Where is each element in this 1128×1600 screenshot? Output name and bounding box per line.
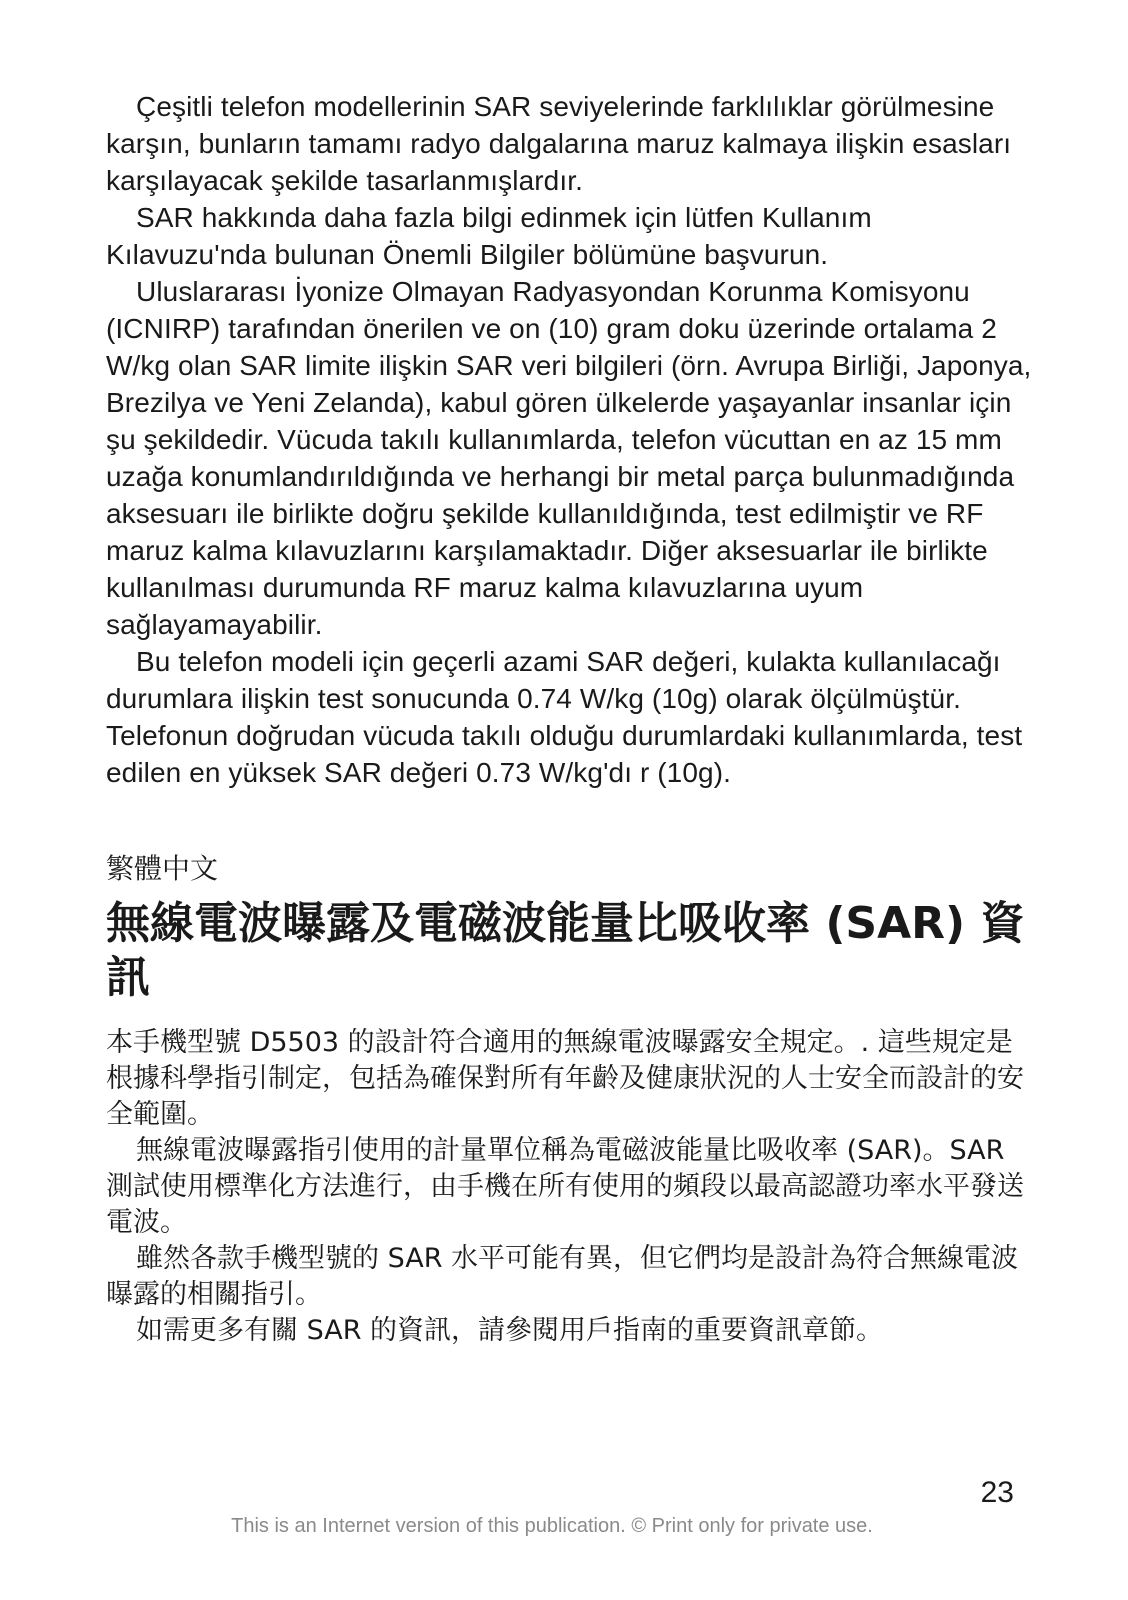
section-heading: 無線電波曝露及電磁波能量比吸收率 (SAR) 資訊 [106, 898, 1025, 1003]
turkish-paragraph-3: Uluslararası İyonize Olmayan Radyasyondan Korunma Komisyonu (ICNIRP) tarafından önerilen ve on (10) gram doku üzerinde ortalama 2 W/kg olan SAR limite ilişkin SAR veri bilgileri (örn. Avrupa Birliği, Japonya, Brezilya ve Yeni Zelanda), kabul gören ülkelerde yaşayanlar insanlar için şu şekildedir. Vücuda takılı kullanımlarda, telefon vücuttan en az 15 mm uzağa konumlandırıldığında ve herhangi bir metal parça bulunmadığında aksesuarı ile birlikte doğru şekilde kullanıldığında, test edilmiştir ve RF maruz kalma kılavuzlarını karşılamaktadır. Diğer aksesuarlar ile birlikte kullanılması durumunda RF maruz kalma kılavuzlarına uyum sağlayamayabilir. [106, 276, 1032, 640]
chinese-paragraph-3: 雖然各款手機型號的 SAR 水平可能有異，但它們均是設計為符合無線電波曝露的相關指引。 [106, 1243, 1019, 1310]
page-content [106, 88, 1036, 1349]
page-number: 23 [980, 1476, 1014, 1509]
language-label: 繁體中文 [106, 852, 219, 885]
turkish-paragraph-4: Bu telefon modeli için geçerli azami SAR değeri, kulakta kullanılacağı durumlara ilişkin test sonucunda 0.74 W/kg (10g) olarak ölçülmüştür. Telefonun doğrudan vücuda takılı olduğu durumlardaki kullanımlarda, test edilen en yüksek SAR değeri 0.73 W/kg'dı r (10g). [106, 646, 1023, 788]
turkish-paragraph-1: Çeşitli telefon modellerinin SAR seviyelerinde farklılıklar görülmesine karşın, bunların tamamı radyo dalgalarına maruz kalmaya ilişkin esasları karşılayacak şekilde tasarlanmışlardır. [106, 91, 1012, 196]
section-spacer [106, 791, 1036, 851]
chinese-paragraph-2: 無線電波曝露指引使用的計量單位稱為電磁波能量比吸收率 (SAR)。SAR 測試使用標準化方法進行，由手機在所有使用的頻段以最高認證功率水平發送電波。 [106, 1135, 1024, 1238]
chinese-paragraph-4: 如需更多有關 SAR 的資訊，請參閱用戶指南的重要資訊章節。 [136, 1315, 884, 1346]
turkish-paragraph-2: SAR hakkında daha fazla bilgi edinmek için lütfen Kullanım Kılavuzu'nda bulunan Önemli Bilgiler bölümüne başvurun. [106, 202, 872, 270]
footer-notice: This is an Internet version of this publication. © Print only for private use. [231, 1515, 873, 1537]
chinese-paragraph-1: 本手機型號 D5503 的設計符合適用的無線電波曝露安全規定。. 這些規定是根據科學指引制定，包括為確保對所有年齡及健康狀況的人士安全而設計的安全範圍。 [106, 1027, 1024, 1130]
